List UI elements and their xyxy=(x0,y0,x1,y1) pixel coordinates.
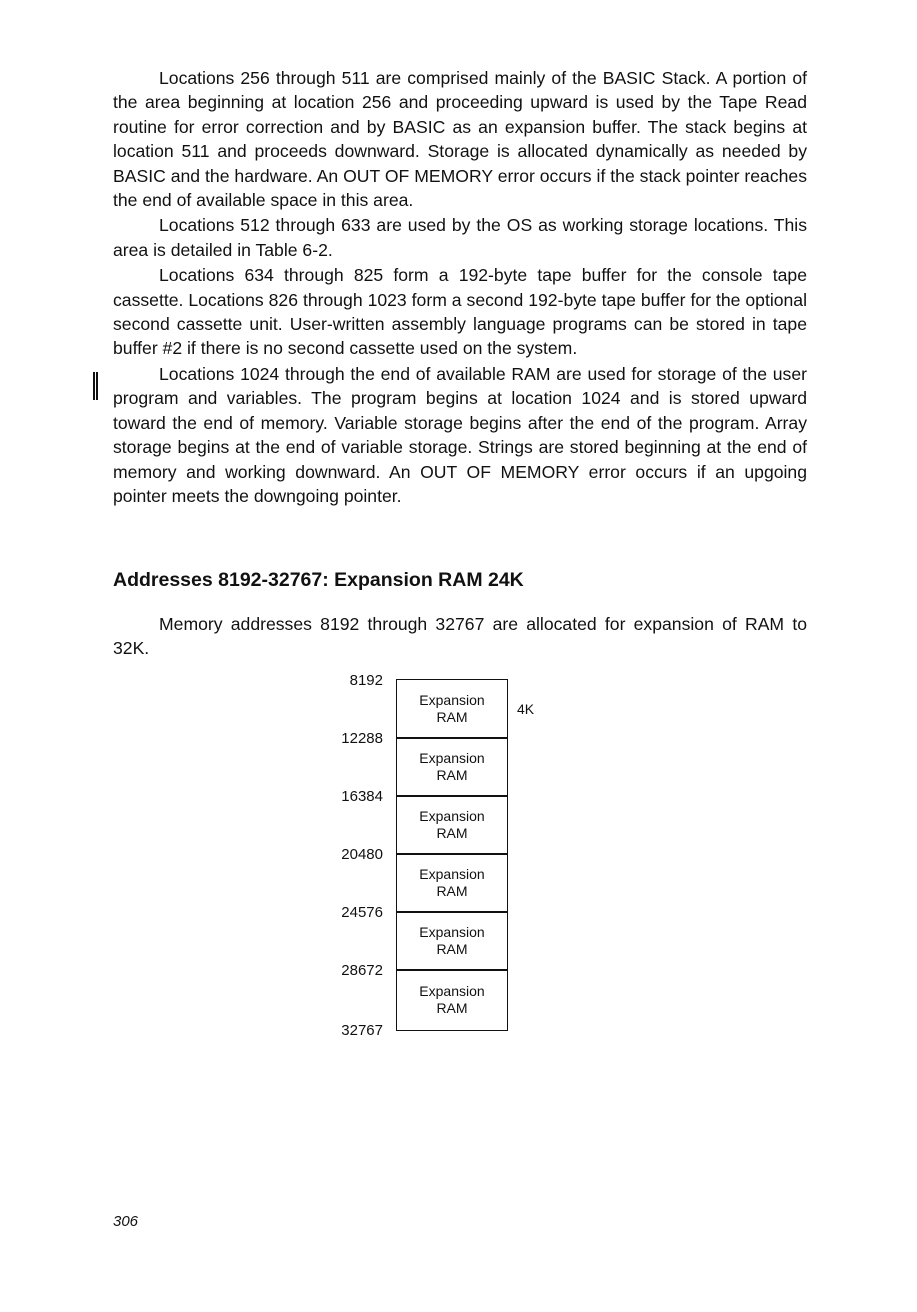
page-number: 306 xyxy=(113,1213,139,1230)
memory-block-label: RAM xyxy=(436,941,468,957)
paragraph-os-storage: Locations 512 through 633 are used by the OS as working storage locations. This area is detailed in Table 6-2. xyxy=(113,215,807,260)
memory-map-diagram xyxy=(320,668,560,1048)
address-label: 32767 xyxy=(341,1022,383,1039)
address-label: 28672 xyxy=(341,962,383,979)
memory-block-label: Expansion xyxy=(419,924,485,940)
section-heading: Addresses 8192-32767: Expansion RAM 24K xyxy=(113,569,524,591)
memory-block-label: Expansion xyxy=(419,983,485,999)
memory-block-label: RAM xyxy=(436,1000,468,1016)
body-text xyxy=(113,66,807,509)
section-body xyxy=(113,612,807,662)
memory-block-label: Expansion xyxy=(419,692,485,708)
paragraph-expansion-ram: Memory addresses 8192 through 32767 are allocated for expansion of RAM to 32K. xyxy=(113,614,807,659)
memory-block xyxy=(396,737,508,797)
memory-block-label: RAM xyxy=(436,767,468,783)
address-label: 16384 xyxy=(341,788,383,805)
memory-block-label: Expansion xyxy=(419,866,485,882)
address-label: 12288 xyxy=(341,730,383,747)
paragraph-basic-stack: Locations 256 through 511 are comprised mainly of the BASIC Stack. A portion of the area beginning at location 256 and proceeding upward is used by the Tape Read routine for error correction and by BASIC as an expansion buffer. The stack begins at location 511 and proceeds downward. Storage is allocated dynamically as needed by BASIC and the hardware. An OUT OF MEMORY error occurs if the stack pointer reaches the end of available space in this area. xyxy=(113,68,807,211)
memory-block-label: Expansion xyxy=(419,750,485,766)
memory-block xyxy=(396,679,508,739)
address-label: 20480 xyxy=(341,846,383,863)
address-label: 8192 xyxy=(349,672,383,689)
memory-block-label: RAM xyxy=(436,709,468,725)
address-label: 24576 xyxy=(341,904,383,921)
memory-block-label: RAM xyxy=(436,825,468,841)
paragraph-tape-buffers: Locations 634 through 825 form a 192-byte tape buffer for the console tape cassette. Locations 826 through 1023 form a second 192-byte tape buffer for the optional second cassette unit. User-written assembly language programs can be stored in tape buffer #2 if there is no second cassette used on the system. xyxy=(113,265,807,359)
memory-block xyxy=(396,795,508,855)
memory-block-label: Expansion xyxy=(419,808,485,824)
memory-block xyxy=(396,969,508,1031)
memory-block-label: RAM xyxy=(436,883,468,899)
change-bar-mark xyxy=(93,372,99,400)
paragraph-user-program: Locations 1024 through the end of available RAM are used for storage of the user program and variables. The program begins at location 1024 and is stored upward toward the end of memory. Variable storage begins after the end of the program. Array storage begins at the end of variable storage. Strings are stored beginning at the end of memory and working downward. An OUT OF MEMORY error occurs if an upgoing pointer meets the downgoing pointer. xyxy=(113,363,807,506)
block-size-label: 4K xyxy=(517,701,535,717)
memory-block xyxy=(396,853,508,913)
memory-block xyxy=(396,911,508,971)
